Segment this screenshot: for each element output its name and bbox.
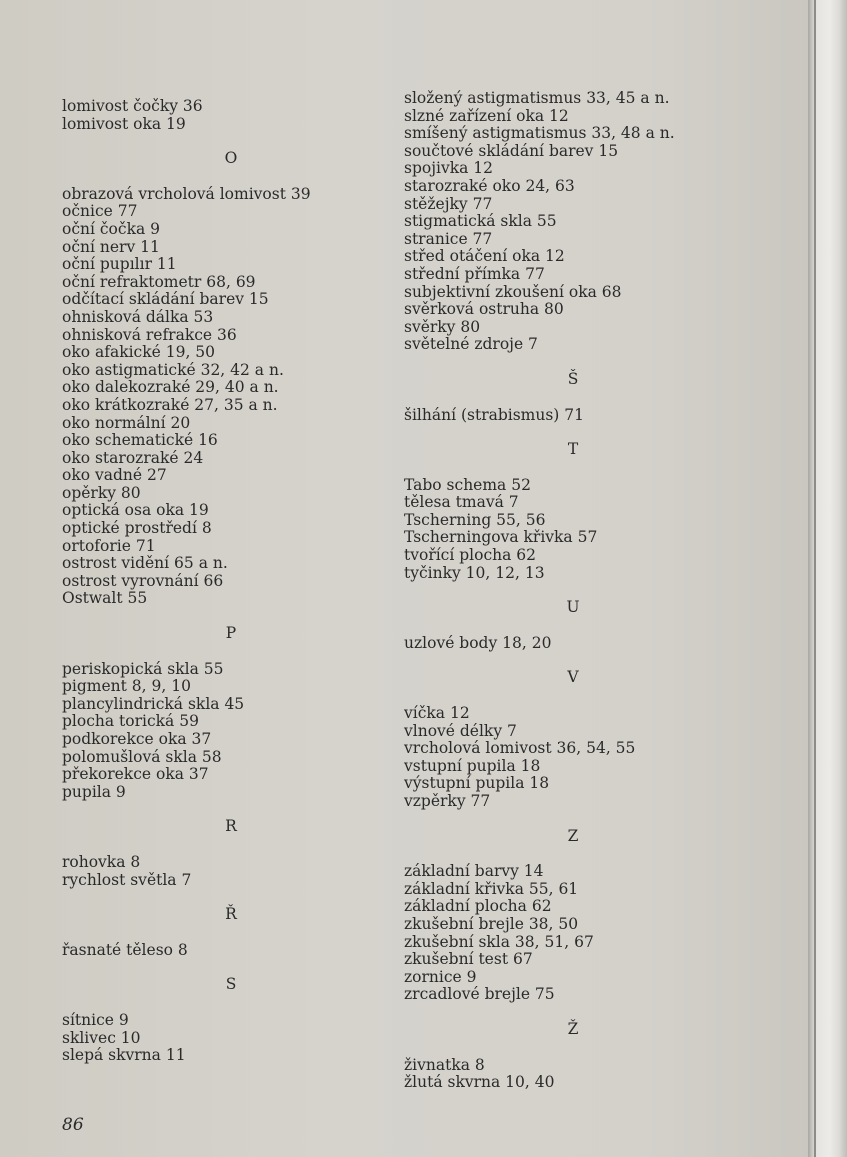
- index-entry: zkušební test 67: [404, 950, 533, 969]
- index-entry: oční pupılır 11: [62, 255, 177, 274]
- index-entry: střed otáčení oka 12: [404, 247, 565, 266]
- index-entry: subjektivní zkoušení oka 68: [404, 282, 622, 301]
- index-column-left: [62, 98, 382, 1065]
- index-entry: vstupní pupila 18: [404, 756, 541, 775]
- index-entry: Tscherning 55, 56: [404, 510, 546, 529]
- index-entry: základní křivka 55, 61: [404, 879, 579, 898]
- index-entry: živnatka 8: [404, 1055, 485, 1074]
- index-entry: složený astigmatismus 33, 45 a n.: [404, 89, 670, 107]
- index-entry: polomušlová skla 58: [62, 747, 222, 766]
- index-entry: plancylindrická skla 45: [62, 694, 245, 713]
- index-letter-heading: T: [567, 440, 579, 459]
- index-letter-heading: Z: [567, 826, 579, 845]
- index-entry: základní barvy 14: [404, 862, 544, 881]
- index-entry: slzné zařízení oka 12: [404, 106, 569, 125]
- index-entry: stranice 77: [404, 229, 493, 248]
- index-entry: oční refraktometr 68, 69: [62, 272, 256, 291]
- index-entry: oko starozraké 24: [62, 448, 204, 467]
- index-entry: zkušební brejle 38, 50: [404, 914, 579, 933]
- index-entry: Tabo schema 52: [404, 475, 531, 494]
- index-entry: tvořící plocha 62: [404, 546, 537, 565]
- index-entry: smíšený astigmatismus 33, 48 a n.: [404, 124, 675, 143]
- index-entry: oko astigmatické 32, 42 a n.: [62, 360, 284, 379]
- index-entry: řasnaté těleso 8: [62, 940, 188, 959]
- index-entry: stigmatická skla 55: [404, 212, 557, 231]
- index-entry: zornice 9: [404, 967, 477, 986]
- index-entry: střední přímka 77: [404, 264, 545, 283]
- index-entry: oko schematické 16: [62, 431, 218, 450]
- index-entry: starozraké oko 24, 63: [404, 176, 575, 195]
- index-entry: očnice 77: [62, 202, 138, 221]
- index-letter-heading: V: [567, 668, 579, 687]
- index-entry: spojivka 12: [404, 159, 494, 178]
- index-entry: svěrky 80: [404, 317, 481, 336]
- index-entry: stěžejky 77: [404, 194, 493, 213]
- index-entry: slepá skvrna 11: [62, 1046, 186, 1065]
- index-entry: periskopická skla 55: [62, 659, 224, 678]
- index-entry: oko vadné 27: [62, 466, 167, 485]
- index-letter-heading: Ž: [567, 1019, 579, 1038]
- index-entry: rychlost světla 7: [62, 870, 192, 889]
- index-entry: oční čočka 9: [62, 219, 160, 238]
- index-entry: optické prostředí 8: [62, 519, 212, 538]
- index-entry: lomivost čočky 36: [62, 97, 203, 115]
- index-entry: pupila 9: [62, 782, 126, 801]
- index-entry: ostrost vidění 65 a n.: [62, 554, 228, 573]
- index-entry: oko dalekozraké 29, 40 a n.: [62, 378, 279, 397]
- index-entry: vzpěrky 77: [404, 792, 491, 810]
- index-entry: oční nerv 11: [62, 237, 160, 256]
- index-letter-heading: R: [225, 817, 237, 836]
- index-entry: plocha torická 59: [62, 712, 199, 731]
- index-entry: optická osa oka 19: [62, 501, 209, 520]
- index-entry: Ostwalt 55: [62, 589, 148, 608]
- index-entry: rohovka 8: [62, 852, 141, 871]
- index-entry: překorekce oka 37: [62, 765, 209, 784]
- index-entry: základní plocha 62: [404, 897, 552, 916]
- index-entry: sítnice 9: [62, 1010, 129, 1029]
- index-entry: šilhání (strabismus) 71: [404, 405, 585, 424]
- index-entry: podkorekce oka 37: [62, 730, 212, 748]
- index-entry: uzlové body 18, 20: [404, 633, 552, 652]
- index-entry: vrcholová lomivost 36, 54, 55: [404, 739, 636, 758]
- index-entry: žlutá skvrna 10, 40: [404, 1073, 555, 1092]
- index-column-right: [404, 90, 714, 1092]
- index-entry: ohnisková dálka 53: [62, 307, 214, 326]
- index-entry: zkušební skla 38, 51, 67: [404, 932, 594, 951]
- index-entry: výstupní pupila 18: [404, 774, 550, 793]
- index-entry: oko afakické 19, 50: [62, 343, 216, 362]
- index-entry: tyčinky 10, 12, 13: [404, 563, 545, 582]
- index-entry: Tscherningova křivka 57: [404, 528, 598, 547]
- index-entry: svěrková ostruha 80: [404, 300, 564, 319]
- index-entry: vlnové délky 7: [404, 721, 517, 740]
- index-entry: ortoforie 71: [62, 536, 156, 555]
- index-entry: součtové skládání barev 15: [404, 141, 619, 160]
- index-letter-heading: U: [566, 598, 580, 617]
- index-letter-heading: S: [225, 975, 237, 994]
- index-entry: obrazová vrcholová lomivost 39: [62, 184, 311, 203]
- index-entry: zrcadlové brejle 75: [404, 985, 555, 1004]
- index-entry: oko normální 20: [62, 413, 191, 432]
- page-fold-line: [814, 0, 816, 1157]
- index-entry: ostrost vyrovnání 66: [62, 571, 224, 590]
- index-entry: tělesa tmavá 7: [404, 493, 519, 512]
- index-letter-heading: O: [224, 149, 238, 168]
- index-letter-heading: P: [225, 624, 237, 643]
- index-entry: lomivost oka 19: [62, 114, 186, 133]
- index-entry: pigment 8, 9, 10: [62, 677, 191, 696]
- index-letter-heading: Ř: [225, 905, 237, 924]
- index-entry: ohnisková refrakce 36: [62, 325, 237, 344]
- index-entry: víčka 12: [404, 704, 470, 723]
- index-entry: světelné zdroje 7: [404, 335, 538, 354]
- index-entry: sklivec 10: [62, 1028, 141, 1047]
- index-entry: oko krátkozraké 27, 35 a n.: [62, 395, 278, 414]
- index-entry: opěrky 80: [62, 483, 141, 502]
- index-entry: odčítací skládání barev 15: [62, 290, 269, 309]
- index-letter-heading: Š: [567, 369, 579, 388]
- page-number: 86: [62, 1115, 84, 1135]
